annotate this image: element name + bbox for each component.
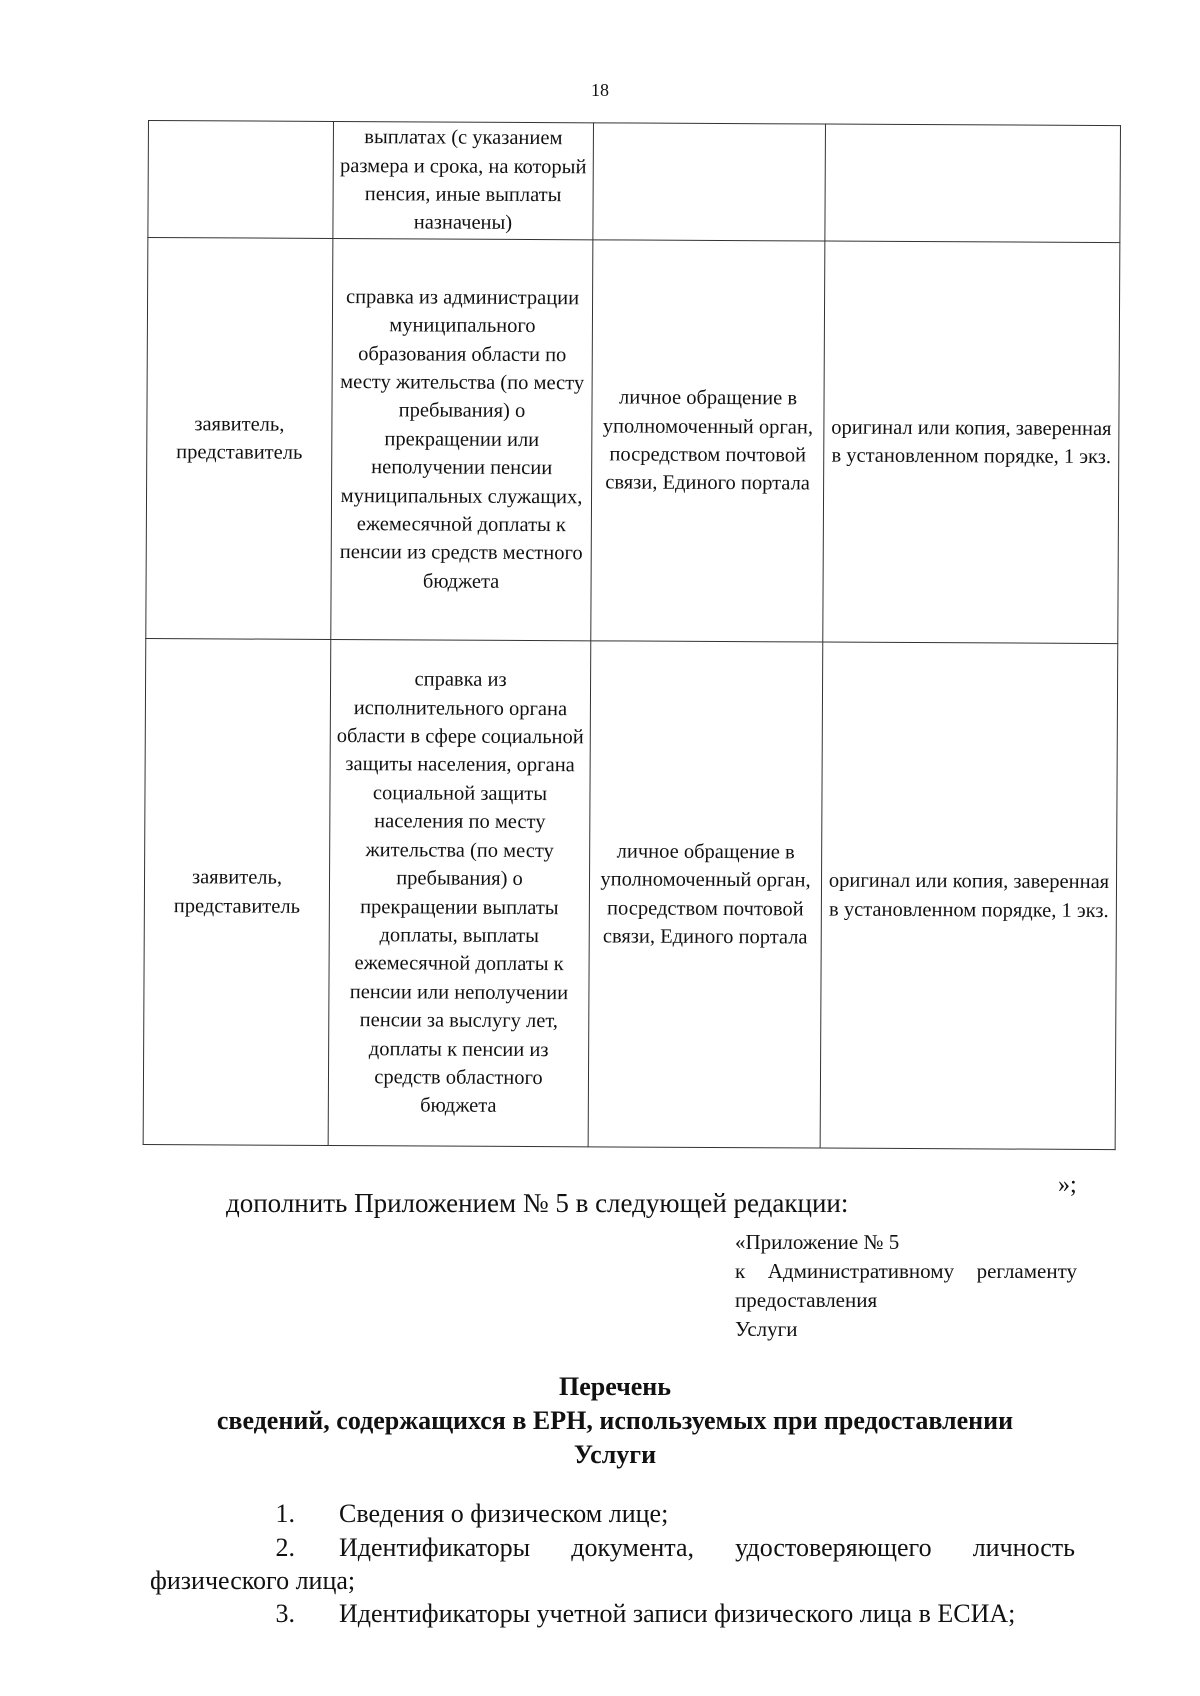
cell-submission-method: личное обращение в уполномоченный орган, посредством почтовой связи, Единого портала [588, 641, 823, 1148]
amendment-text: дополнить Приложением № 5 в следующей редакции: [226, 1188, 849, 1218]
heading-line-3: Услуги [573, 1440, 657, 1469]
cell-document-form: оригинал или копия, заверенная в установленном порядке, 1 экз. [823, 241, 1120, 644]
section-heading [150, 1370, 1080, 1472]
page-number: 18 [591, 80, 609, 100]
cell-document: справка из администрации муниципального образования области по месту жительства (по месту пребывания) о прекращении или неполучении пенсии муниципальных служащих, ежемесячной доплаты к пенсии из средств местного бюджета [331, 238, 593, 640]
heading-line-1: Перечень [558, 1372, 672, 1401]
cell-document-form [825, 124, 1121, 243]
list-item-number: 3. [275, 1599, 295, 1628]
list-item [150, 1531, 1075, 1565]
annex-regulation: к Административному регламенту предоставления [735, 1259, 1077, 1312]
list-item-continuation: физического лица; [150, 1566, 356, 1595]
cell-document-form: оригинал или копия, заверенная в установленном порядке, 1 экз. [820, 642, 1118, 1150]
cell-document: выплатах (с указанием размера и срока, на который пенсия, иные выплаты назначены) [333, 121, 594, 239]
heading-line-2: сведений, содержащихся в ЕРН, используемых при предоставлении [216, 1406, 1014, 1435]
cell-submission-method: личное обращение в уполномоченный орган, посредством почтовой связи, Единого портала [591, 240, 825, 642]
list-item-number: 1. [275, 1499, 295, 1528]
table-row [143, 638, 1118, 1149]
list-item-number: 2. [275, 1533, 295, 1562]
list-item [150, 1497, 1075, 1531]
closing-quote-mark: »; [1058, 1172, 1077, 1198]
cell-applicant: заявитель, представитель [143, 638, 331, 1145]
cell-document: справка из исполнительного органа области в сфере социальной защиты населения, органа социальной защиты населения по месту жительства (по месту пребывания) о прекращении выплаты доплаты, выплаты ежемесячной доплаты к пенсии или неполучении пенсии за выслугу лет, доплаты к пенсии из средств областного бюджета [328, 639, 591, 1146]
cell-applicant [148, 121, 334, 239]
table-row [146, 238, 1120, 644]
list-item-text: Идентификаторы учетной записи физического лица в ЕСИА; [339, 1599, 1016, 1628]
list-item-text: Сведения о физическом лице; [339, 1499, 669, 1528]
documents-table [143, 120, 1121, 1150]
list-item-text: Идентификаторы документа, удостоверяющего личность [339, 1533, 1075, 1562]
numbered-list [150, 1497, 1075, 1631]
cell-submission-method [593, 123, 826, 241]
annex-service: Услуги [735, 1317, 798, 1341]
annex-reference [735, 1228, 1077, 1344]
list-item [150, 1597, 1075, 1631]
table-row [148, 121, 1121, 243]
annex-title: «Приложение № 5 [735, 1230, 900, 1254]
cell-applicant: заявитель, представитель [146, 238, 333, 640]
